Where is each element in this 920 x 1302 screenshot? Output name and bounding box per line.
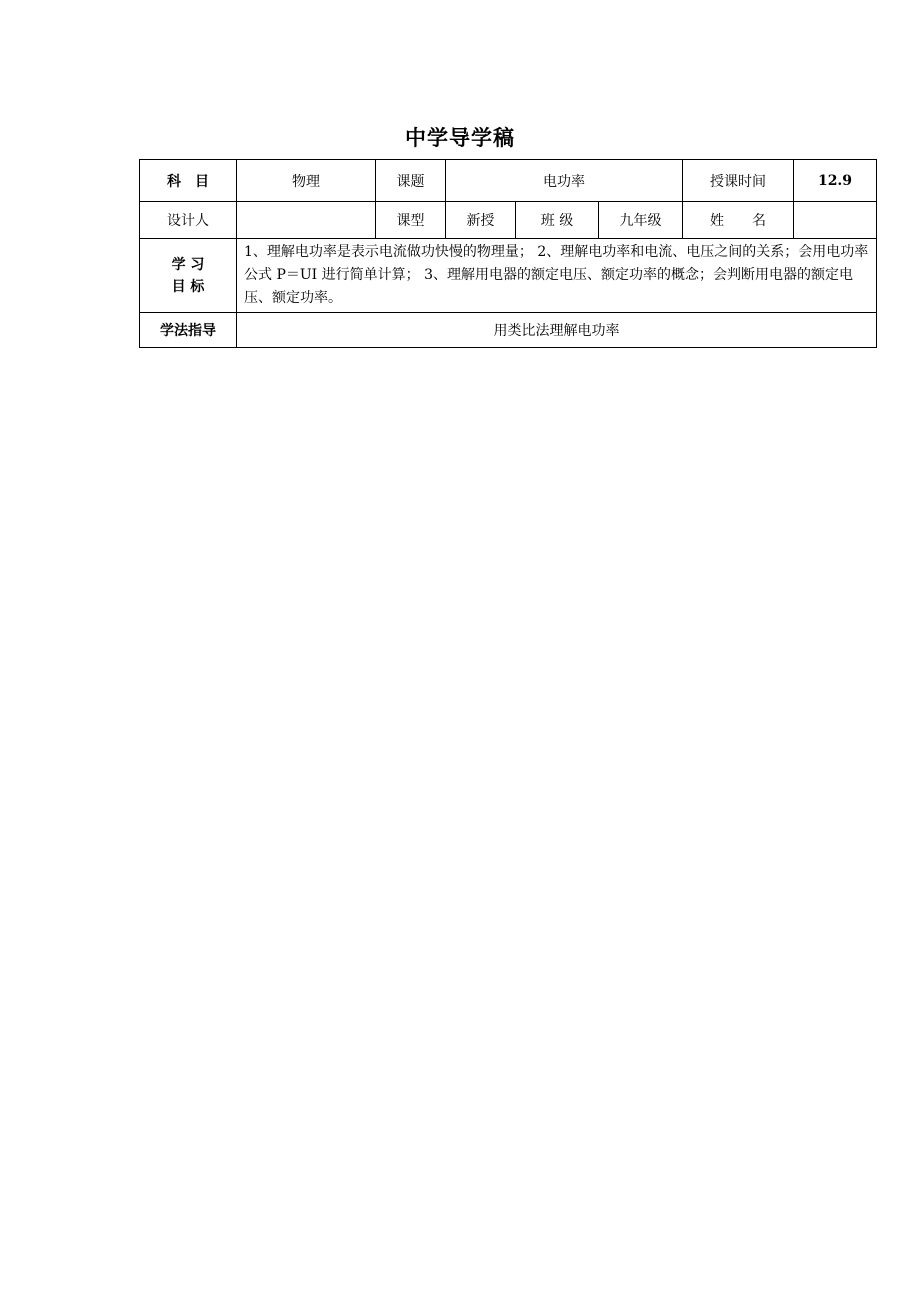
table-row-goals <box>140 239 877 313</box>
class-value: 九年级 <box>599 202 683 239</box>
topic-label: 课题 <box>376 160 446 202</box>
subject-value: 物理 <box>237 160 376 202</box>
goals-text: 1、理解电功率是表示电流做功快慢的物理量； 2、理解电功率和电流、电压之间的关系；会用电功率公式 P＝UI 进行简单计算； 3、理解用电器的额定电压、额定功率的概念；会判断用电器的额定电压、额定功率。 <box>237 239 877 313</box>
lesson-type-label: 课型 <box>376 202 446 239</box>
designer-label: 设计人 <box>140 202 237 239</box>
table-row-subject <box>140 160 877 202</box>
name-value[interactable] <box>794 202 877 239</box>
page-title: 中学导学稿 <box>405 126 515 150</box>
name-label: 姓 名 <box>683 202 794 239</box>
topic-value: 电功率 <box>446 160 683 202</box>
table-row-method <box>140 313 877 348</box>
goals-label <box>140 239 237 313</box>
time-label: 授课时间 <box>683 160 794 202</box>
method-value: 用类比法理解电功率 <box>237 313 877 348</box>
subject-label: 科 目 <box>140 160 237 202</box>
table-row-designer <box>140 202 877 239</box>
method-label: 学法指导 <box>140 313 237 348</box>
lesson-info-table <box>139 159 877 348</box>
goals-label-line1: 学 习 <box>171 256 205 273</box>
goals-label-line2: 目 标 <box>171 278 205 295</box>
lesson-type-value: 新授 <box>446 202 516 239</box>
class-label: 班 级 <box>516 202 599 239</box>
time-value: 12.9 <box>794 160 877 202</box>
designer-value[interactable] <box>237 202 376 239</box>
